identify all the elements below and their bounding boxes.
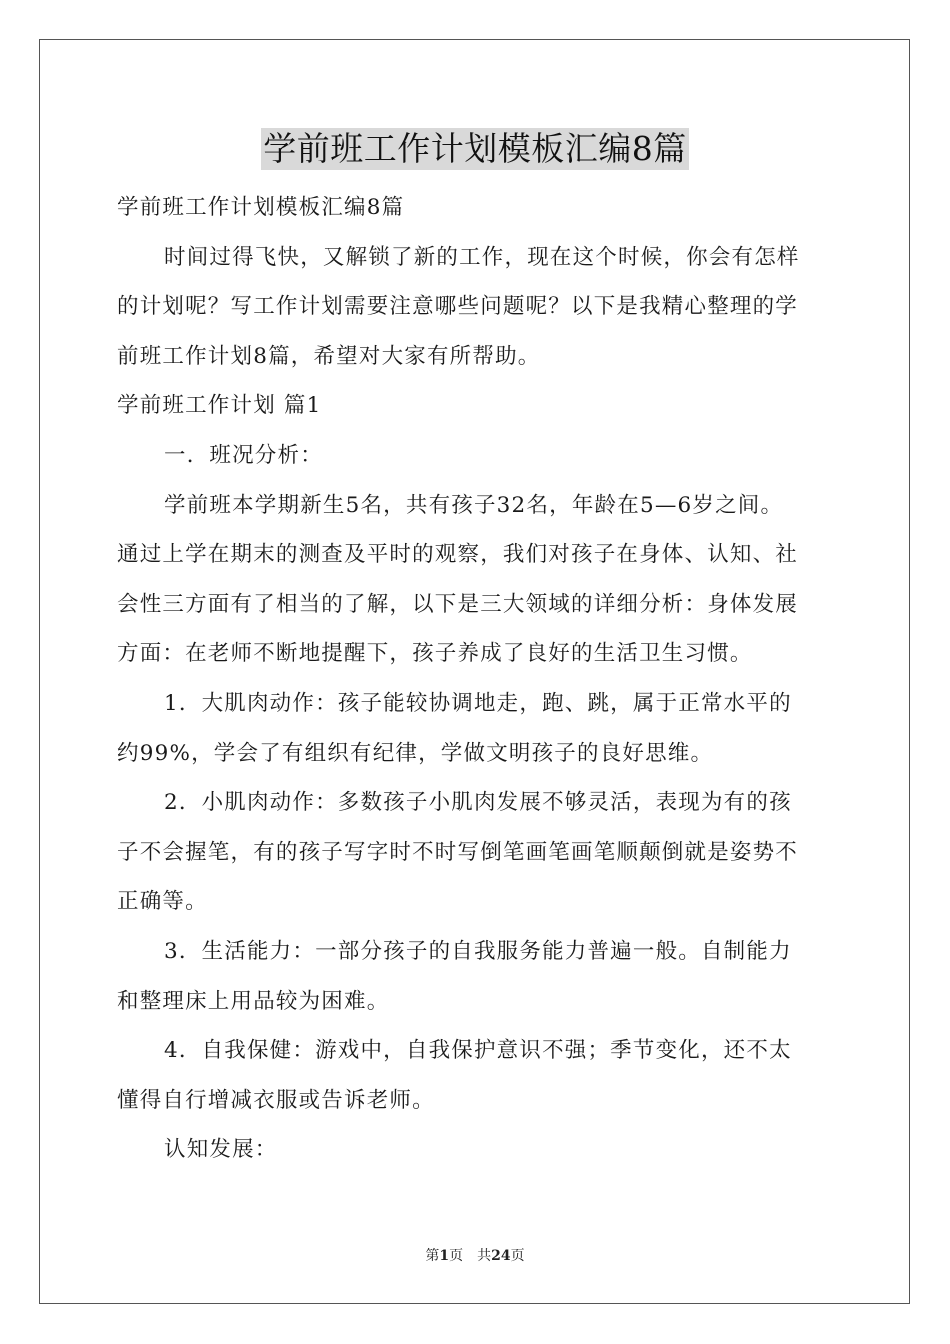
subsection-heading: 认知发展： xyxy=(164,1137,278,1163)
document-title-container xyxy=(0,128,950,170)
list-item-line: 4．自我保健：游戏中，自我保护意识不强；季节变化，还不太 xyxy=(164,1038,792,1064)
document-title: 学前班工作计划模板汇编8篇 xyxy=(263,129,687,168)
list-item-line: 正确等。 xyxy=(117,889,208,915)
paragraph-line: 前班工作计划8篇，希望对大家有所帮助。 xyxy=(117,343,541,369)
paragraph-line: 方面：在老师不断地提醒下，孩子养成了良好的生活卫生习惯。 xyxy=(117,641,753,667)
list-item-line: 懂得自行增减衣服或告诉老师。 xyxy=(117,1087,435,1113)
paragraph-line: 学前班本学期新生5名，共有孩子32名，年龄在5—6岁之间。 xyxy=(164,492,784,518)
current-page-number: 1 xyxy=(439,1248,450,1264)
paragraph-line: 通过上学在期末的测查及平时的观察，我们对孩子在身体、认知、社 xyxy=(117,542,799,568)
subsection-heading: 一．班况分析： xyxy=(164,442,323,468)
paragraph-line: 时间过得飞快，又解锁了新的工作，现在这个时候，你会有怎样 xyxy=(164,244,800,270)
footer-prefix: 第 xyxy=(425,1248,440,1264)
footer-mid: 页 共 xyxy=(449,1248,492,1264)
document-body xyxy=(117,183,833,1175)
section-heading: 学前班工作计划 篇1 xyxy=(117,393,322,419)
footer-suffix: 页 xyxy=(510,1248,525,1264)
list-item-line: 2．小肌肉动作：多数孩子小肌肉发展不够灵活，表现为有的孩 xyxy=(164,790,792,816)
list-item-line: 3．生活能力：一部分孩子的自我服务能力普遍一般。自制能力 xyxy=(164,938,792,964)
list-item-line: 和整理床上用品较为困难。 xyxy=(117,988,390,1014)
subtitle-line: 学前班工作计划模板汇编8篇 xyxy=(117,195,405,220)
paragraph-line: 的计划呢？写工作计划需要注意哪些问题呢？以下是我精心整理的学 xyxy=(117,294,799,320)
list-item-line: 子不会握笔，有的孩子写字时不时写倒笔画笔画笔顺颠倒就是姿势不 xyxy=(117,839,799,865)
paragraph-line: 会性三方面有了相当的了解，以下是三大领域的详细分析：身体发展 xyxy=(117,591,799,617)
list-item-line: 1．大肌肉动作：孩子能较协调地走，跑、跳，属于正常水平的 xyxy=(164,690,792,716)
list-item-line: 约99%，学会了有组织有纪律，学做文明孩子的良好思维。 xyxy=(117,740,714,766)
page-footer xyxy=(0,1245,950,1265)
total-page-count: 24 xyxy=(491,1248,511,1264)
